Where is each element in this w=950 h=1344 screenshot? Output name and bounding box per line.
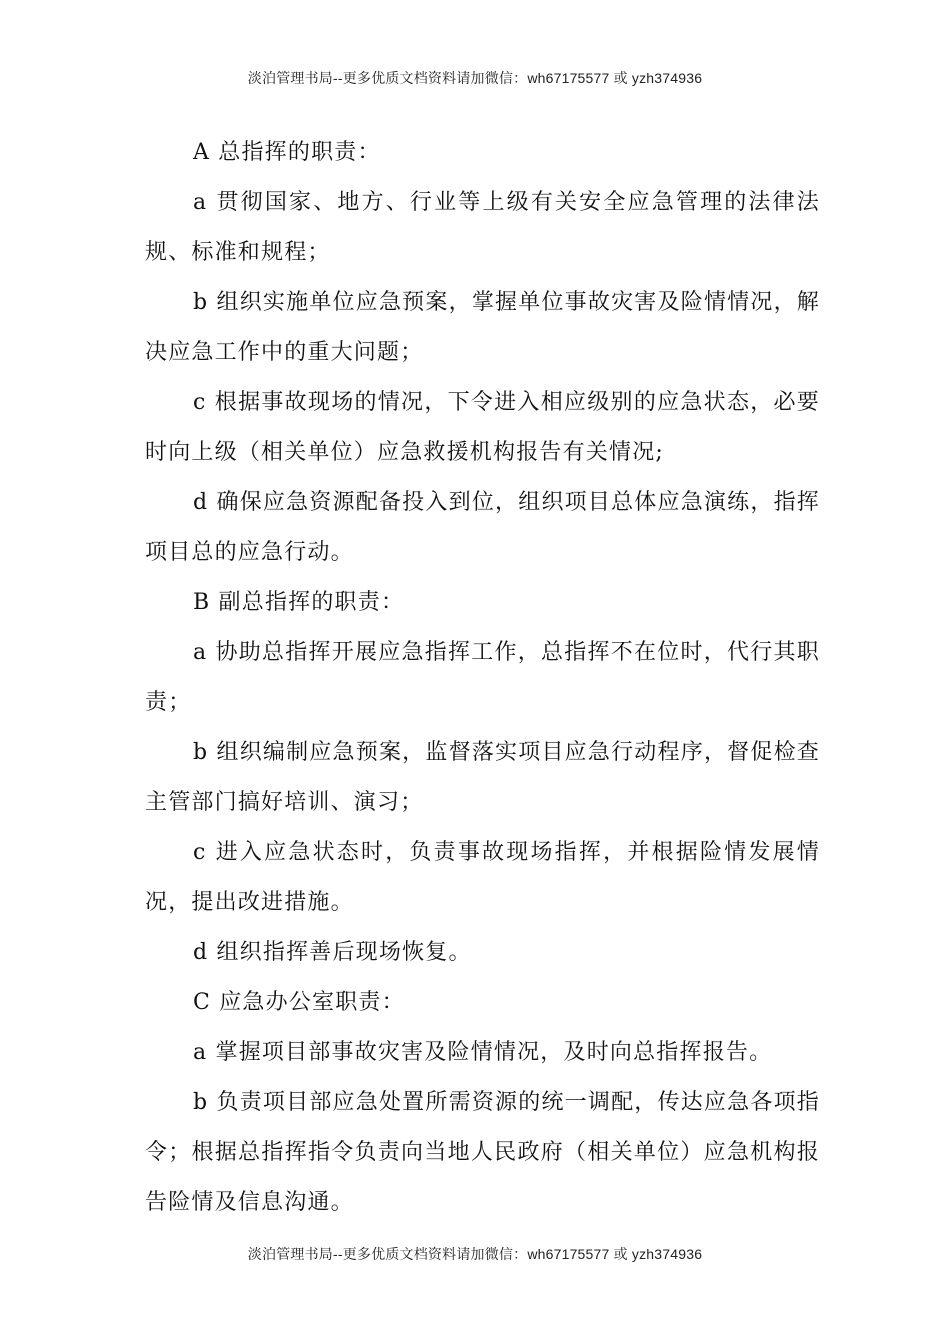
paragraph: b 组织实施单位应急预案，掌握单位事故灾害及险情情况，解决应急工作中的重大问题； <box>145 290 820 365</box>
page-footer: 淡泊管理书局--更多优质文档资料请加微信：wh67175577 或 yzh374936 <box>247 1246 703 1262</box>
section-heading-a: A 总指挥的职责： <box>193 140 381 165</box>
paragraph: d 确保应急资源配备投入到位，组织项目总体应急演练，指挥项目总的应急行动。 <box>145 490 820 565</box>
paragraph: a 协助总指挥开展应急指挥工作，总指挥不在位时，代行其职责； <box>145 640 820 715</box>
paragraph: d 组织指挥善后现场恢复。 <box>193 940 472 965</box>
document-body <box>145 128 820 1228</box>
paragraph: a 贯彻国家、地方、行业等上级有关安全应急管理的法律法规、标准和规程； <box>145 190 820 265</box>
paragraph: c 根据事故现场的情况，下令进入相应级别的应急状态，必要时向上级（相关单位）应急救援机构报告有关情况; <box>145 390 820 465</box>
section-heading-c: C 应急办公室职责： <box>193 990 405 1015</box>
paragraph: a 掌握项目部事故灾害及险情情况，及时向总指挥报告。 <box>193 1040 773 1065</box>
page-header: 淡泊管理书局--更多优质文档资料请加微信：wh67175577 或 yzh374936 <box>247 70 703 86</box>
paragraph: c 进入应急状态时，负责事故现场指挥，并根据险情发展情况，提出改进措施。 <box>145 840 820 915</box>
paragraph: b 负责项目部应急处置所需资源的统一调配，传达应急各项指令；根据总指挥指令负责向当地人民政府（相关单位）应急机构报告险情及信息沟通。 <box>145 1090 820 1215</box>
section-heading-b: B 副总指挥的职责： <box>193 590 405 615</box>
paragraph: b 组织编制应急预案，监督落实项目应急行动程序，督促检查主管部门搞好培训、演习； <box>145 740 820 815</box>
